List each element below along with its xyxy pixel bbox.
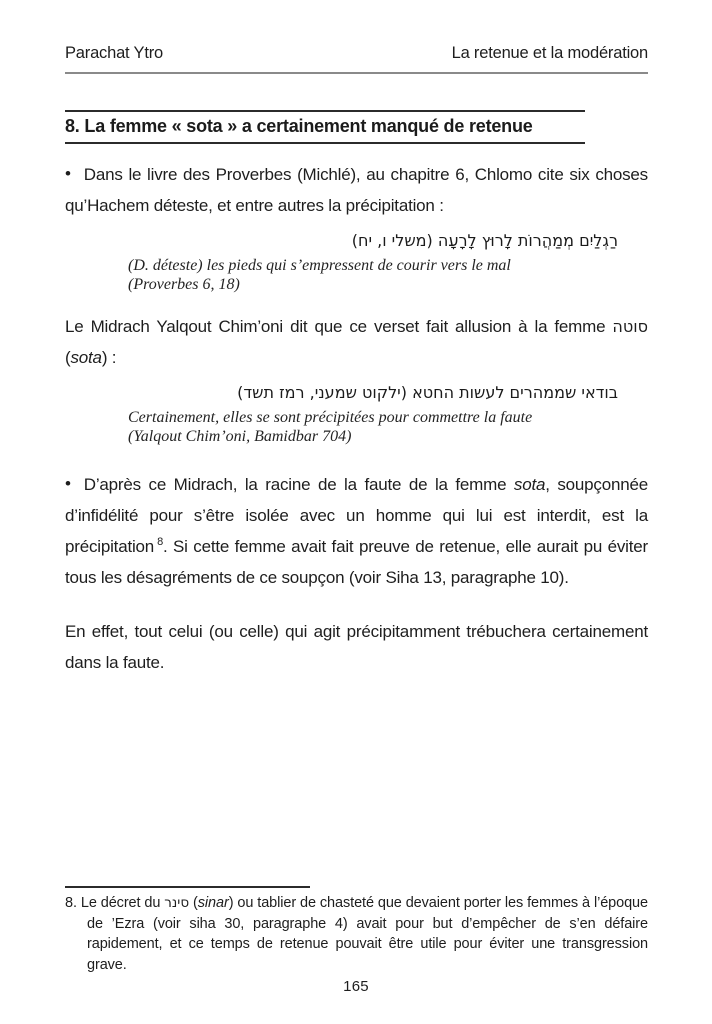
- header-left-title: Parachat Ytro: [65, 44, 163, 62]
- quote-yalqout-source: (Yalqout Chim’oni, Bamidbar 704): [128, 428, 352, 445]
- footnote-text-1: Le décret du: [80, 895, 165, 911]
- header-right-title: La retenue et la modération: [451, 44, 648, 62]
- quote-yalqout-translation: Certainement, elles se sont précipitées pour commettre la faute: [128, 409, 533, 426]
- paragraph-conclusion-text: En effet, tout celui (ou celle) qui agit précipitamment trébuchera certainement dans la faute.: [65, 622, 648, 672]
- paren-open: (: [189, 895, 198, 911]
- paragraph-analyse: [65, 469, 648, 593]
- paragraph-midrach-intro: [65, 311, 648, 373]
- quote-proverbes-hebrew: רַגְלַיִם מְמַהֲרוֹת לָרוּץ לָרָעָה (משלי ו, יח): [351, 231, 618, 250]
- running-header: [65, 44, 648, 74]
- paren-open: (: [65, 348, 71, 367]
- hebrew-word-sota: סוטה: [612, 317, 648, 336]
- quote-proverbes-translation: (D. déteste) les pieds qui s’empressent de courir vers le mal: [128, 257, 511, 274]
- footnote-area: [65, 886, 648, 990]
- quote-yalqout: [128, 380, 618, 446]
- footnote-8: [65, 893, 648, 975]
- paragraph-proverbes: [65, 159, 648, 221]
- hebrew-word-sinar: סינר: [164, 895, 190, 911]
- footnote-number: 8.: [65, 895, 77, 911]
- footnote-separator-rule: [65, 886, 310, 888]
- bullet-icon: •: [65, 164, 71, 183]
- sota-italic: sota: [513, 475, 546, 494]
- paragraph-proverbes-text: Dans le livre des Proverbes (Michlé), au chapitre 6, Chlomo cite six choses qu’Hachem déteste, et entre autres la précipitation :: [65, 165, 648, 215]
- paragraph-conclusion: [65, 616, 648, 678]
- section-title-block: [65, 110, 585, 144]
- footnote-text-2: ) ou tablier de chasteté que devaient porter les femmes à l’époque de ’Ezra (voir siha 30, paragraphe 4) avait pour but d’empêcher de s’en défaire rapidement, et ce temps de retenue pouvait être utile pour éviter une transgression grave.: [87, 895, 648, 973]
- paragraph-analyse-text-1: D’après ce Midrach, la racine de la faute de la femme: [83, 475, 514, 494]
- page-content: [65, 44, 648, 678]
- paren-close: ) :: [101, 348, 117, 367]
- quote-proverbes: [128, 228, 618, 294]
- sinar-italic: sinar: [197, 895, 229, 911]
- bullet-icon: •: [65, 474, 71, 493]
- section-title: 8. La femme « sota » a certainement manqué de retenue: [65, 116, 533, 136]
- sota-italic: sota: [70, 348, 102, 367]
- quote-yalqout-hebrew: בודאי שממהרים לעשות החטא (ילקוט שמעני, רמז תשד): [237, 383, 618, 402]
- quote-proverbes-source: (Proverbes 6, 18): [128, 276, 240, 293]
- paragraph-analyse-text-3: . Si cette femme avait fait preuve de retenue, elle aurait pu éviter tous les désagréments de ce soupçon (voir Siha 13, paragraphe 10).: [65, 537, 648, 587]
- footnote-reference-8: 8: [157, 536, 163, 549]
- paragraph-analyse-text-2: , soupçonnée d’infidélité pour s’être isolée avec un homme qui lui est interdit, est la précipitation: [65, 475, 648, 556]
- paragraph-midrach-intro-text: Le Midrach Yalqout Chim’oni dit que ce verset fait allusion à la femme: [65, 317, 613, 336]
- page-number: 165: [343, 978, 369, 995]
